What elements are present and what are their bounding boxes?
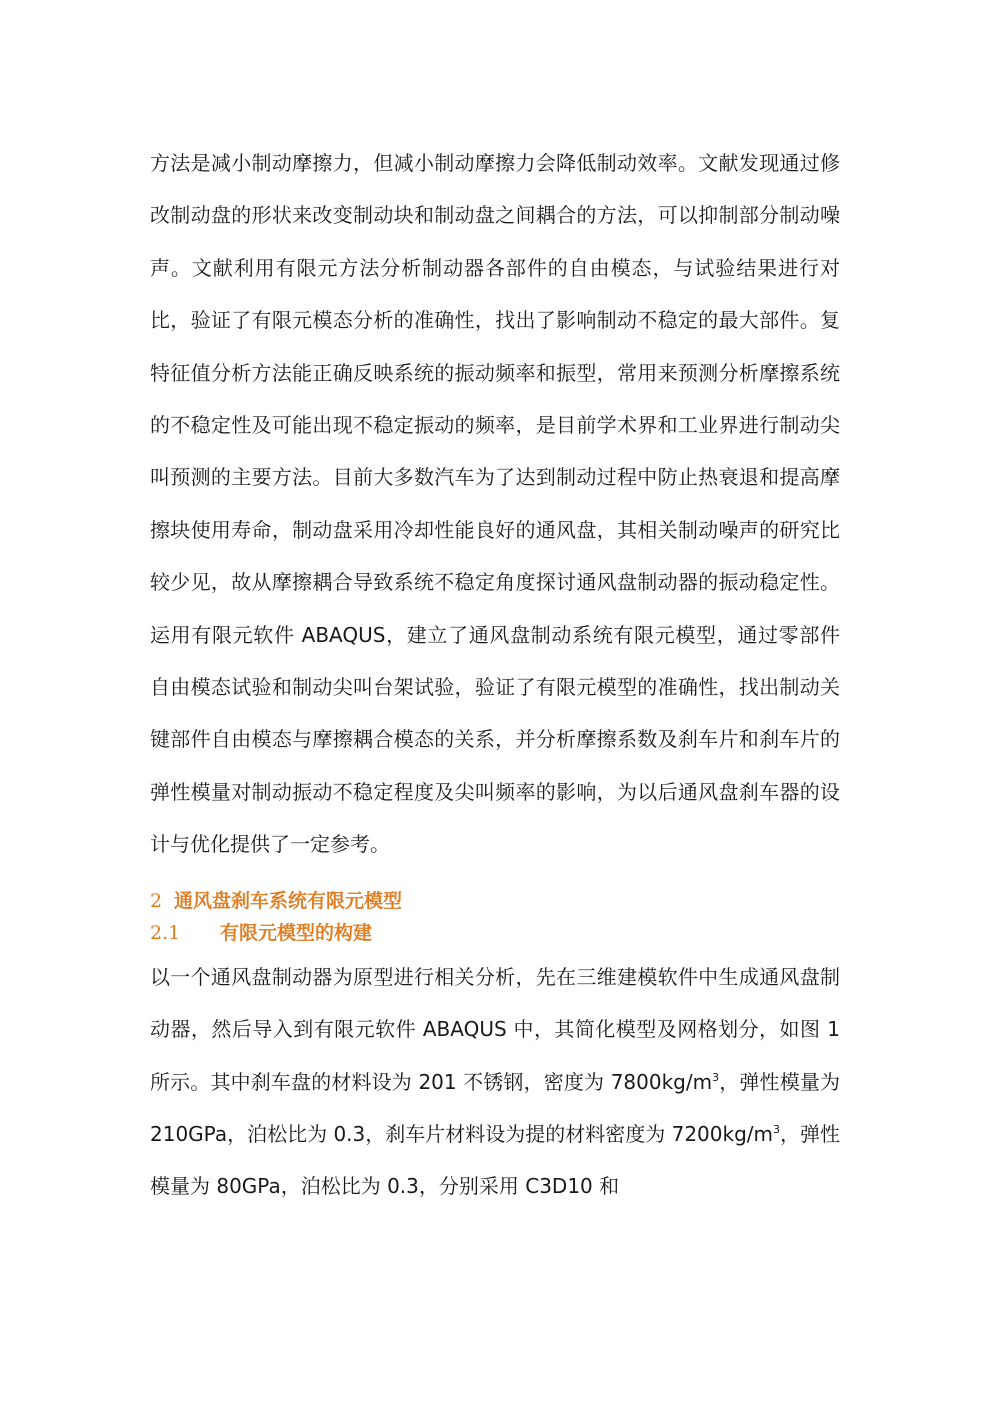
section-heading xyxy=(150,885,840,917)
superscript: 3 xyxy=(712,1070,720,1084)
subsection-number: 2.1 xyxy=(150,921,181,944)
section-title: 通风盘刹车系统有限元模型 xyxy=(174,889,403,912)
paragraph-text-part: 以一个通风盘制动器为原型进行相关分析，先在三维建模软件中生成通风盘制动器，然后导入到有限元软件 ABAQUS 中，其简化模型及网格划分，如图 1 所示。其中刹车盘的材料设为 201 不锈钢，密度为 7800kg/m xyxy=(150,964,840,1094)
document-page xyxy=(150,137,840,1213)
body-paragraph: 方法是减小制动摩擦力，但减小制动摩擦力会降低制动效率。文献发现通过修改制动盘的形状来改变制动块和制动盘之间耦合的方法，可以抑制部分制动噪声。文献利用有限元方法分析制动器各部件的自由模态，与试验结果进行对比，验证了有限元模态分析的准确性，找出了影响制动不稳定的最大部件。复特征值分析方法能正确反映系统的振动频率和振型，常用来预测分析摩擦系统的不稳定性及可能出现不稳定振动的频率，是目前学术界和工业界进行制动尖叫预测的主要方法。目前大多数汽车为了达到制动过程中防止热衰退和提高摩擦块使用寿命，制动盘采用冷却性能良好的通风盘，其相关制动噪声的研究比较少见，故从摩擦耦合导致系统不稳定角度探讨通风盘制动器的振动稳定性。运用有限元软件 ABAQUS，建立了通风盘制动系统有限元模型，通过零部件自由模态试验和制动尖叫台架试验，验证了有限元模型的准确性，找出制动关键部件自由模态与摩擦耦合模态的关系，并分析摩擦系数及刹车片和刹车片的弹性模量对制动振动不稳定程度及尖叫频率的影响，为以后通风盘刹车器的设计与优化提供了一定参考。 xyxy=(150,151,840,857)
subsection-title: 有限元模型的构建 xyxy=(220,921,373,944)
superscript: 3 xyxy=(773,1122,781,1136)
body-paragraph-2 xyxy=(150,951,840,1213)
paragraph-text-part: ，弹性模量为 80GPa，泊松比为 0.3，分别采用 C3D10 和 xyxy=(150,1121,841,1199)
paragraph-text-part: ，弹性模量为 210GPa，泊松比为 0.3，刹车片材料设为提的材料密度为 7200kg/m xyxy=(150,1069,840,1146)
subsection-heading xyxy=(150,917,840,949)
section-number: 2 xyxy=(150,889,163,912)
